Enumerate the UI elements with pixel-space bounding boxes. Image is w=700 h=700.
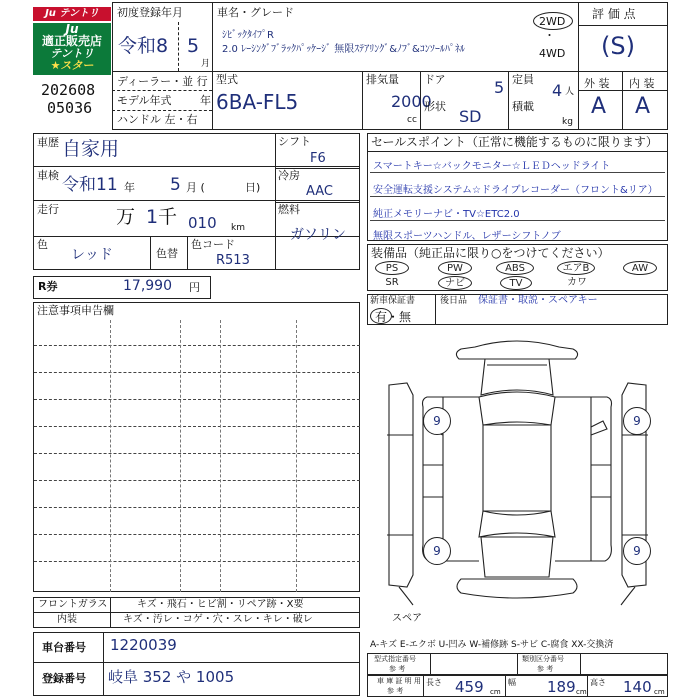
notes-label: 注意事項申告欄 <box>37 304 114 317</box>
logo-brand-bar <box>33 7 111 21</box>
car-damage-diagram <box>367 325 668 625</box>
drive-option-4wd: 4WD <box>539 47 566 60</box>
recycle-value: 17,990 <box>123 278 172 294</box>
class-spec-sub: 参 考 <box>537 665 554 673</box>
capacity-label: 定員 <box>512 73 534 86</box>
first-registration-era: 令和8 <box>118 35 169 57</box>
car-name-line2: 2.0 ﾚｰｼﾝｸﾞﾌﾞﾗｯｸﾊﾟｯｹｰｼﾞ 無限ｽﾃｱﾘﾝｸﾞ&ﾉﾌﾞ&ｺﾝｿｰﾙﾊﾟﾈﾙ <box>222 44 465 55</box>
dimensions-sub: 参 考 <box>387 687 404 695</box>
mileage-rest: 010 <box>188 214 217 232</box>
load-unit: kg <box>562 117 573 127</box>
height-label: 高さ <box>590 678 606 687</box>
width-value: 189 <box>547 678 576 696</box>
recycle-unit: 円 <box>189 281 200 294</box>
height-unit: cm <box>654 688 665 696</box>
model-year-unit: 年 <box>200 94 211 107</box>
model-value: 6BA-FL5 <box>216 90 299 114</box>
dealer-logo <box>33 7 111 75</box>
width-unit: cm <box>576 688 587 696</box>
shift-label: シフト <box>278 135 311 148</box>
first-registration-label: 初度登録年月 <box>117 6 183 19</box>
history-value: 自家用 <box>62 138 120 160</box>
color-code-value: R513 <box>216 253 250 268</box>
capacity-unit: 人 <box>565 87 575 97</box>
mileage-unit: km <box>231 223 245 233</box>
doors-value: 5 <box>494 78 505 97</box>
rating-label: 評 価 点 <box>592 7 636 21</box>
dimensions-label: 車 庫 証 明 用 <box>377 677 421 685</box>
fuel-value: ガソリン <box>290 227 346 243</box>
chassis-value: 1220039 <box>110 636 177 654</box>
tire-front-right: 9 <box>623 407 651 435</box>
width-label: 幅 <box>508 678 516 687</box>
warranty-label: 新車保証書 <box>370 296 416 306</box>
equipment-label: 装備品（純正品に限り○をつけてください） <box>371 246 610 260</box>
maintenance-value: 保証書・取説・スペアキー <box>478 295 598 306</box>
mileage-man-value: 1 <box>146 206 159 228</box>
displacement-label: 排気量 <box>366 73 399 86</box>
history-label: 車歴 <box>37 136 59 149</box>
dealer-import-label: ディーラー・並 行 <box>117 75 208 88</box>
tire-rear-left: 9 <box>423 537 451 565</box>
selling-points-label: セールスポイント（正常に機能するものに限ります） <box>371 135 658 149</box>
displacement-value: 2000 <box>391 92 432 111</box>
type-spec-label: 型式指定番号 <box>374 655 416 663</box>
tire-front-left: 9 <box>423 407 451 435</box>
glass-value: キズ・飛石・ヒビ割・リペア跡・X要 <box>137 599 304 610</box>
logo-dealer-line1: 適正販売店 <box>41 34 102 48</box>
first-registration-month: 5 <box>187 35 200 57</box>
logo-star-panel <box>33 23 111 75</box>
displacement-unit: cc <box>407 115 417 125</box>
logo-dealer-line3: ★スター <box>50 59 94 72</box>
damage-legend: A-キズ E-エクボ U-凹み W-補修跡 S-サビ C-腐食 XX-交換済 <box>370 640 614 650</box>
recycle-box <box>33 276 211 299</box>
interior-damage-value: キズ・汚レ・コゲ・穴・スレ・キレ・破レ <box>123 614 313 625</box>
first-registration-month-unit: 月 <box>201 59 211 69</box>
equip-airbag: エアB <box>557 261 595 275</box>
interior-label: 内 装 <box>629 77 655 90</box>
handle-label: ハンドル 左・右 <box>117 113 198 126</box>
load-label: 積載 <box>512 100 534 113</box>
selling-point-3: 純正メモリーナビ・TV☆ETC2.0 <box>373 209 520 220</box>
color-code-label: 色コード <box>191 238 235 251</box>
shaken-label: 車検 <box>37 169 59 182</box>
equip-pw: PW <box>438 261 472 275</box>
spare-tire-label: スペア <box>392 613 422 624</box>
color-label: 色 <box>37 238 48 251</box>
rating-value: (S) <box>601 32 635 60</box>
plate-value: 岐阜 352 や 1005 <box>108 668 235 686</box>
interior-grade: A <box>635 94 651 119</box>
model-year-label: モデル年式 <box>117 94 172 107</box>
stock-number-1: 202608 <box>41 81 96 99</box>
capacity-value: 4 <box>552 81 563 100</box>
tire-rear-right: 9 <box>623 537 651 565</box>
cooling-label: 冷房 <box>278 169 300 182</box>
equip-sr: SR <box>385 277 399 288</box>
exterior-grade: A <box>591 94 607 119</box>
drive-dot: ・ <box>544 29 555 42</box>
chassis-label: 車台番号 <box>42 641 86 654</box>
equip-navi: ナビ <box>438 276 472 290</box>
mileage-sen: 千 <box>158 206 178 228</box>
plate-label: 登録番号 <box>42 672 86 685</box>
shift-value: F6 <box>310 151 326 166</box>
car-name-label: 車名・グレード <box>217 6 294 19</box>
length-value: 459 <box>455 678 484 696</box>
equip-leather: カワ <box>567 277 587 288</box>
selling-point-2: 安全運転支援システム☆ドライブレコーダー（フロント&リア） <box>373 185 658 196</box>
selling-point-1: スマートキー☆バックモニター☆ＬＥＤヘッドライト <box>373 161 611 172</box>
body-type-label: 形状 <box>424 100 446 113</box>
equip-tv: TV <box>500 276 532 290</box>
equip-abs: ABS <box>496 261 534 275</box>
mileage-label: 走行 <box>37 203 59 216</box>
height-value: 140 <box>623 678 652 696</box>
selling-point-4: 無限スポーツハンドル、レザーシフトノブ <box>373 231 561 242</box>
length-label: 長さ <box>426 678 442 687</box>
fuel-label: 燃料 <box>278 203 300 216</box>
color-value: レッド <box>71 247 113 263</box>
logo-ju: Ju <box>65 22 79 36</box>
shaken-year-unit: 年 <box>124 181 135 194</box>
maintenance-label: 後日品 <box>440 296 468 306</box>
interior-damage-label: 内装 <box>57 614 77 625</box>
logo-dealer-line2: テントリ <box>50 47 94 60</box>
length-unit: cm <box>490 688 501 696</box>
doors-label: ドア <box>424 73 446 86</box>
equip-aw: AW <box>623 261 657 275</box>
stock-number-2: 05036 <box>47 99 93 117</box>
car-name-line1: ｼﾋﾞｯｸﾀｲﾌﾟR <box>222 30 274 41</box>
cooling-value: AAC <box>306 184 333 199</box>
mileage-man: 万 <box>116 206 136 228</box>
exterior-label: 外 装 <box>584 77 610 90</box>
model-label: 型式 <box>216 73 238 86</box>
type-spec-sub: 参 考 <box>389 665 406 673</box>
shaken-month: 5 <box>170 175 181 195</box>
body-type-value: SD <box>459 107 482 126</box>
shaken-day-unit: 日) <box>245 181 261 194</box>
shaken-month-unit: 月 ( <box>186 181 205 194</box>
shaken-era: 令和11 <box>62 175 118 195</box>
class-spec-label: 類別区分番号 <box>522 655 564 663</box>
repaint-label: 色替 <box>156 247 178 260</box>
drive-option-2wd: 2WD <box>539 15 566 28</box>
logo-brand: Ju テントリ <box>45 8 99 19</box>
equip-ps: PS <box>375 261 409 275</box>
glass-label: フロントガラス <box>38 599 108 610</box>
warranty-options: 有・無 <box>375 310 412 324</box>
recycle-label: R券 <box>38 280 58 293</box>
